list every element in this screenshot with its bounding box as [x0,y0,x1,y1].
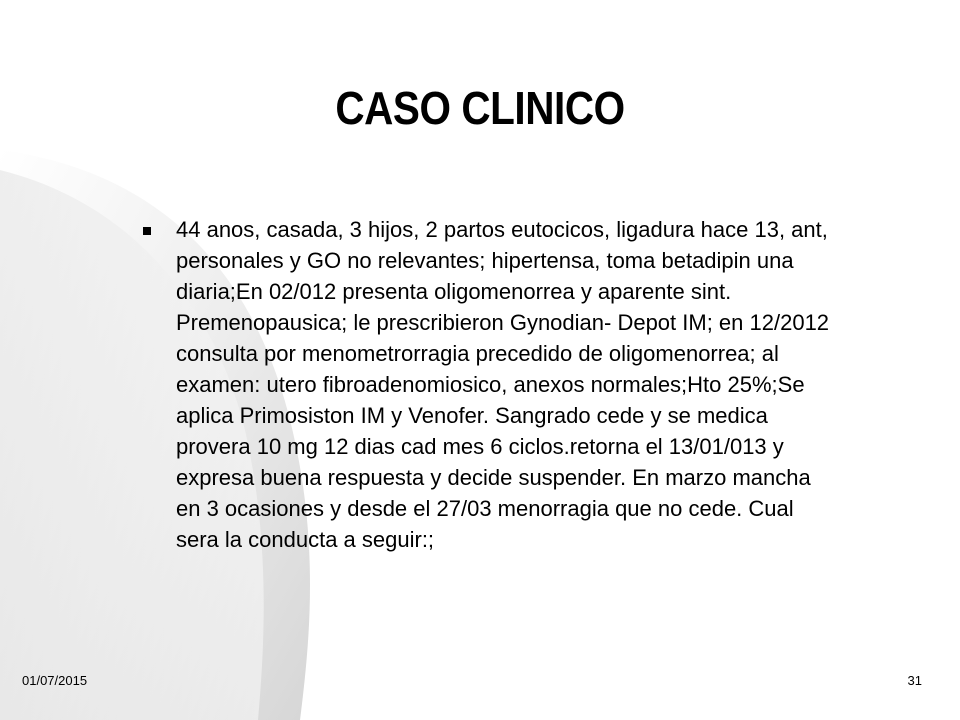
slide-body [140,214,840,555]
slide-title: CASO CLINICO [335,82,625,134]
bullet-item [140,214,840,555]
square-bullet-icon [143,227,151,235]
page-number: 31 [907,673,922,688]
footer-date: 01/07/2015 [22,673,88,688]
case-description: 44 anos, casada, 3 hijos, 2 partos eutocicos, ligadura hace 13, ant, personales y GO no relevantes; hipertensa, toma betadipin una diaria;En 02/012 presenta oligomenorrea y aparente sint. Premenopausica; le prescribieron Gynodian- Depot IM; en 12/2012 consulta por menometrorragia precedido de oligomenorrea; al examen: utero fibroadenomiosico, anexos normales;Hto 25%;Se aplica Primosiston IM y Venofer. Sangrado cede y se medica provera 10 mg 12 dias cad mes 6 ciclos.retorna el 13/01/013 y expresa buena respuesta y decide suspender. En marzo mancha en 3 ocasiones y desde el 27/03 menorragia que no cede. Cual sera la conducta a seguir:; [176,217,830,552]
